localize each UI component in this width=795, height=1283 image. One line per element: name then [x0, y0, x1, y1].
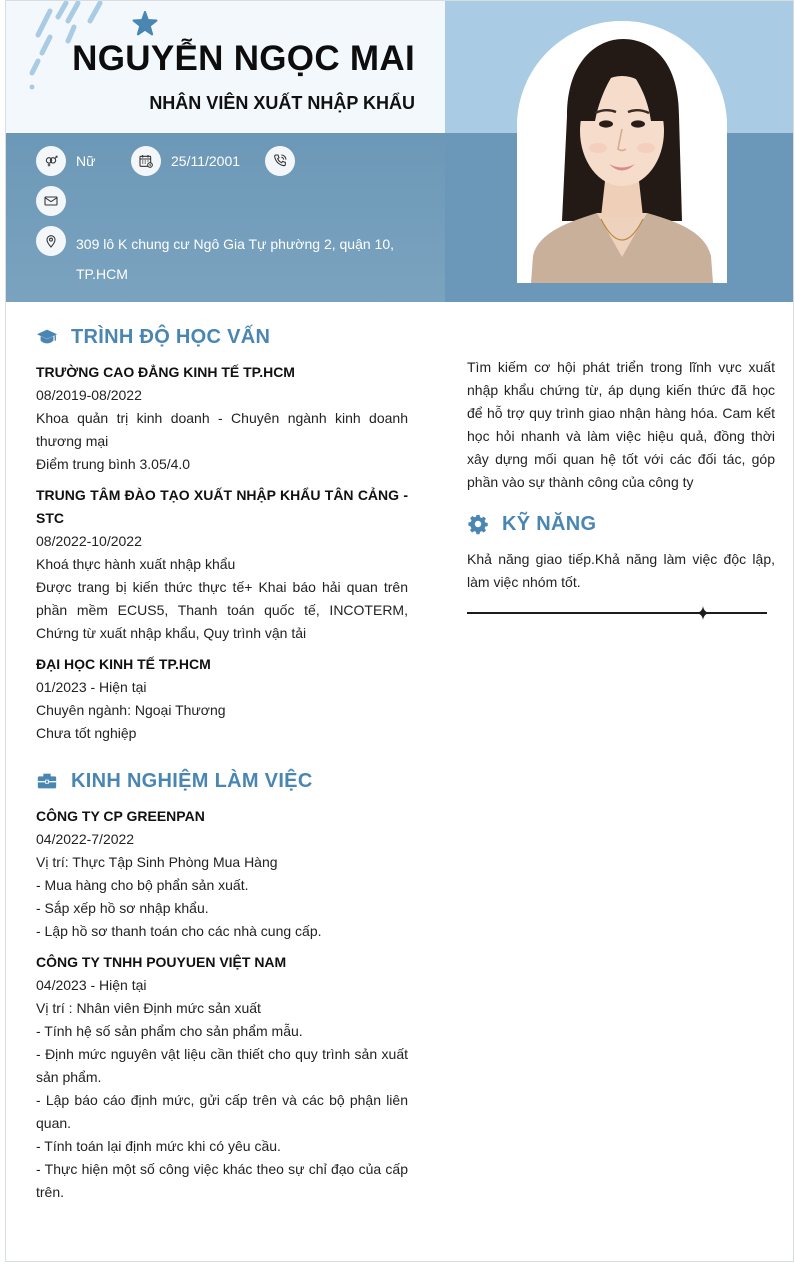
education-detail: Chưa tốt nghiệp — [36, 725, 137, 741]
experience-company: CÔNG TY CP GREENPAN — [36, 808, 205, 824]
education-period: 08/2019-08/2022 — [36, 387, 142, 403]
experience-period: 04/2023 - Hiện tại — [36, 977, 147, 993]
sparkle-icon — [696, 606, 710, 620]
experience-detail: - Định mức nguyên vật liệu cần thiết cho quy trình sản xuất sản phẩm. — [36, 1046, 408, 1085]
briefcase-icon — [36, 770, 58, 792]
experience-detail: - Tính toán lại định mức khi có yêu cầu. — [36, 1138, 281, 1154]
education-heading — [36, 321, 408, 353]
education-detail: Khoá thực hành xuất nhập khẩu — [36, 556, 236, 572]
right-column — [467, 321, 775, 620]
skills-title: KỸ NĂNG — [502, 512, 597, 535]
birthdate-value: 25/11/2001 — [171, 153, 241, 169]
experience-heading — [36, 765, 408, 797]
education-detail: Điểm trung bình 3.05/4.0 — [36, 456, 191, 472]
education-period: 01/2023 - Hiện tại — [36, 679, 147, 695]
job-title: NHÂN VIÊN XUẤT NHẬP KHẨU — [149, 93, 415, 113]
experience-detail: Vị trí: Thực Tập Sinh Phòng Mua Hàng — [36, 854, 278, 870]
objective-text: Tìm kiếm cơ hội phát triển trong lĩnh vực xuất nhập khẩu chứng từ, áp dụng kiến thức đã học để hỗ trợ quy trình giao nhận hàng hóa. Cam kết học hỏi nhanh và làm việc hiệu quả, đồng thời xây dựng mối quan hệ tốt với các đối tác, góp phần vào sự thành công của công ty — [467, 359, 775, 490]
phone-icon — [265, 146, 295, 176]
education-title: TRÌNH ĐỘ HỌC VẤN — [71, 325, 271, 348]
graduation-cap-icon — [36, 326, 58, 348]
left-column — [36, 321, 408, 1204]
education-school: ĐẠI HỌC KINH TẾ TP.HCM — [36, 656, 211, 672]
contact-birthdate — [131, 146, 240, 176]
candidate-name: NGUYỄN NGỌC MAI — [72, 39, 415, 78]
experience-detail: - Tính hệ số sản phẩm cho sản phẩm mẫu. — [36, 1023, 303, 1039]
contact-email[interactable] — [36, 186, 76, 216]
education-detail: Khoa quản trị kinh doanh - Chuyên ngành kinh doanh thương mại — [36, 410, 408, 449]
experience-detail: - Thực hiện một số công việc khác theo sự chỉ đạo của cấp trên. — [36, 1161, 408, 1200]
location-icon — [36, 226, 66, 256]
contact-phone[interactable] — [265, 146, 305, 176]
skills-heading — [467, 508, 775, 540]
address-value: 309 lô K chung cư Ngô Gia Tự phường 2, quận 10, TP.HCM — [76, 236, 395, 282]
contact-gender — [36, 146, 95, 176]
education-school: TRƯỜNG CAO ĐẲNG KINH TẾ TP.HCM — [36, 364, 295, 380]
gender-value: Nữ — [76, 153, 96, 169]
experience-detail: Vị trí : Nhân viên Định mức sản xuất — [36, 1000, 261, 1016]
education-detail: Chuyên ngành: Ngoại Thương — [36, 702, 226, 718]
experience-company: CÔNG TY TNHH POUYUEN VIỆT NAM — [36, 954, 287, 970]
contact-address — [36, 226, 66, 256]
education-period: 08/2022-10/2022 — [36, 533, 142, 549]
calendar-icon — [131, 146, 161, 176]
gender-icon — [36, 146, 66, 176]
experience-detail: - Sắp xếp hồ sơ nhập khẩu. — [36, 900, 209, 916]
email-icon — [36, 186, 66, 216]
experience-period: 04/2022-7/2022 — [36, 831, 135, 847]
skills-text: Khả năng giao tiếp.Khả năng làm việc độc lập, làm việc nhóm tốt. — [467, 551, 775, 590]
education-detail: Được trang bị kiến thức thực tế+ Khai báo hải quan trên phần mềm ECUS5, Thanh toán quốc tế, INCOTERM, Chứng từ xuất nhập khẩu, Quy trình vận tải — [36, 579, 408, 641]
section-divider — [467, 606, 767, 620]
experience-title: KINH NGHIỆM LÀM VIỆC — [71, 769, 313, 792]
experience-detail: - Mua hàng cho bộ phẩn sản xuất. — [36, 877, 249, 893]
cv-page — [5, 0, 794, 1262]
experience-detail: - Lập báo cáo định mức, gửi cấp trên và các bộ phận liên quan. — [36, 1092, 408, 1131]
experience-detail: - Lập hồ sơ thanh toán cho các nhà cung cấp. — [36, 923, 322, 939]
star-icon — [132, 11, 158, 37]
education-school: TRUNG TÂM ĐÀO TẠO XUẤT NHẬP KHẨU TÂN CẢNG - STC — [36, 487, 408, 526]
gear-icon — [467, 513, 489, 535]
profile-photo — [517, 21, 727, 283]
